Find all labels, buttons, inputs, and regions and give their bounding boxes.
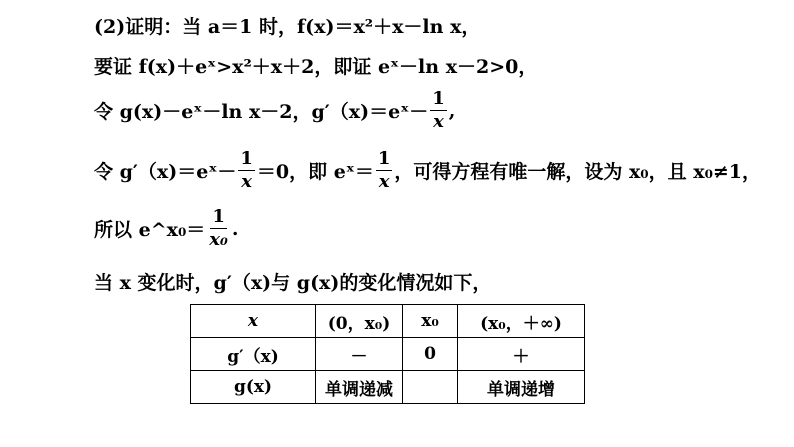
table-cell: (x₀，＋∞) — [458, 305, 585, 338]
fraction-one-over-x — [238, 150, 255, 191]
table-row-g — [191, 371, 585, 404]
fraction-numerator: 1 — [240, 148, 253, 169]
fraction-one-over-x — [430, 90, 447, 131]
line-3-trailing-comma: , — [448, 99, 456, 122]
fraction-denominator: x — [378, 171, 390, 192]
fraction-numerator: 1 — [432, 88, 445, 109]
line-3-text: 令 g(x)－eˣ－ln x－2，g′（x)＝eˣ－ — [94, 101, 429, 123]
table-row-gprime — [191, 338, 585, 371]
line-5-period: . — [231, 217, 239, 240]
fraction-numerator: 1 — [377, 148, 391, 169]
table-row-header — [191, 305, 585, 338]
table-cell — [403, 371, 458, 404]
fraction-denominator: x — [433, 111, 444, 132]
fraction-one-over-x0 — [207, 208, 230, 249]
text-line-6 — [94, 268, 491, 295]
text-line-3 — [94, 90, 455, 131]
table-cell: g(x) — [191, 371, 316, 404]
table-cell: x — [191, 305, 316, 338]
table-cell: ＋ — [458, 338, 585, 371]
line-2-text: 要证 f(x)＋eˣ>x²＋x＋2，即证 eˣ－ln x－2>0， — [94, 56, 538, 78]
fraction-denominator: x — [241, 171, 252, 192]
table-cell: g′（x) — [191, 338, 316, 371]
fraction-denominator: x₀ — [209, 229, 228, 250]
text-line-5 — [94, 208, 239, 249]
table-cell: 单调递减 — [316, 371, 403, 404]
fraction-numerator: 1 — [212, 206, 225, 227]
fraction-one-over-x — [376, 150, 393, 191]
line-4-text-c: ，可得方程有唯一解，设为 x₀，且 x₀≠1， — [394, 161, 762, 183]
text-line-1 — [94, 12, 480, 39]
text-line-4 — [94, 150, 761, 191]
table-cell: x₀ — [403, 305, 458, 338]
table-cell: (0，x₀) — [316, 305, 403, 338]
line-6-text: 当 x 变化时，g′（x)与 g(x)的变化情况如下， — [94, 272, 492, 294]
table-cell: 单调递增 — [458, 371, 585, 404]
line-5-text: 所以 e^x₀＝ — [94, 219, 206, 241]
line-1-text: (2)证明：当 a＝1 时，f(x)＝x²＋x－ln x， — [94, 16, 481, 38]
variation-table — [190, 304, 585, 404]
text-line-2 — [94, 52, 537, 79]
table-cell: 0 — [403, 338, 458, 371]
line-4-text-b: ＝0，即 eˣ＝ — [256, 161, 374, 183]
line-4-text-a: 令 g′（x)＝eˣ－ — [94, 161, 237, 183]
table-cell: － — [316, 338, 403, 371]
